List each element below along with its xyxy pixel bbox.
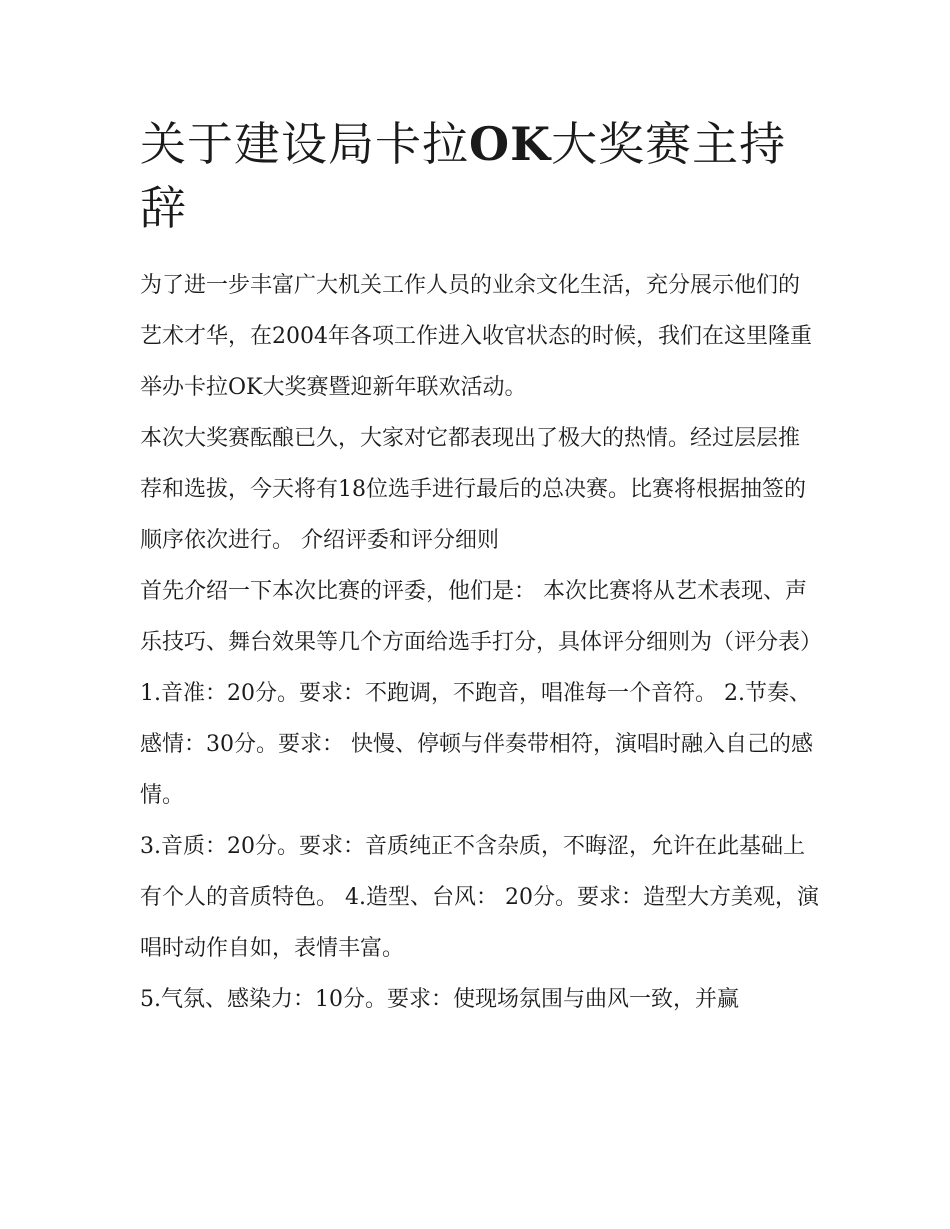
paragraph-criteria-1-2: 1.音准：20分。要求：不跑调，不跑音，唱准每一个音符。 2.节奏、感情：30分。要求： 快慢、停顿与伴奏带相符，演唱时融入自己的感情。 <box>140 681 813 808</box>
title-part-2: OK <box>469 117 552 171</box>
paragraph-judges: 首先介绍一下本次比赛的评委，他们是： 本次比赛将从艺术表现、声乐技巧、舞台效果等几个方面给选手打分，具体评分细则为（评分表） <box>140 579 823 655</box>
title-part-1: 关于建设局卡拉 <box>140 117 469 171</box>
document-page <box>140 112 823 1025</box>
document-title <box>140 112 820 240</box>
title-part-3: 大奖赛主持辞 <box>140 117 787 235</box>
paragraph-intro: 为了进一步丰富广大机关工作人员的业余文化生活，充分展示他们的艺术才华，在2004年各项工作进入收官状态的时候，我们在这里隆重举办卡拉OK大奖赛暨迎新年联欢活动。 <box>140 273 812 400</box>
paragraph-competition: 本次大奖赛酝酿已久，大家对它都表现出了极大的热情。经过层层推荐和选拔，今天将有18位选手进行最后的总决赛。比赛将根据抽签的顺序依次进行。 介绍评委和评分细则 <box>140 426 806 553</box>
paragraph-criteria-5: 5.气氛、感染力：10分。要求：使现场氛围与曲风一致，并赢 <box>140 987 739 1012</box>
paragraph-criteria-3-4: 3.音质：20分。要求：音质纯正不含杂质，不晦涩，允许在此基础上有个人的音质特色。 4.造型、台风： 20分。要求：造型大方美观，演唱时动作自如，表情丰富。 <box>140 834 819 961</box>
document-body <box>140 260 823 1025</box>
